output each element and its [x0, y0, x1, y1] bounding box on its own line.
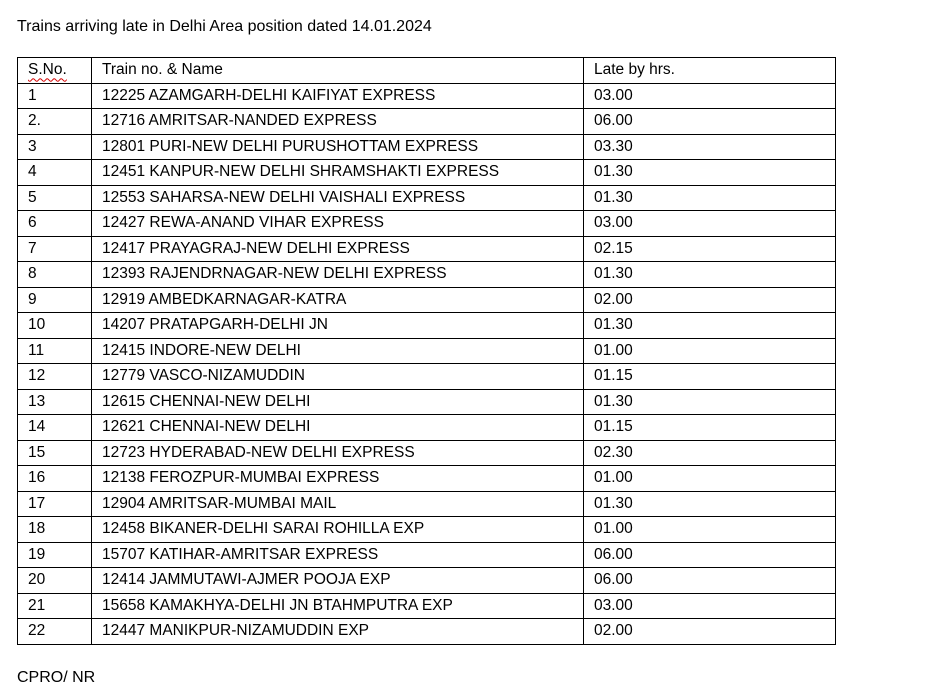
table-row: [18, 287, 836, 313]
cell-sno: 16: [18, 466, 92, 492]
cell-late: 01.30: [584, 389, 836, 415]
cell-sno: 14: [18, 415, 92, 441]
cell-sno: 22: [18, 619, 92, 645]
table-row: [18, 109, 836, 135]
cell-train: 12138 FEROZPUR-MUMBAI EXPRESS: [92, 466, 584, 492]
cell-sno: 2.: [18, 109, 92, 135]
cell-sno: 21: [18, 593, 92, 619]
table-header-row: [18, 58, 836, 84]
table-row: [18, 211, 836, 237]
cell-train: 15658 KAMAKHYA-DELHI JN BTAHMPUTRA EXP: [92, 593, 584, 619]
cell-train: 12417 PRAYAGRAJ-NEW DELHI EXPRESS: [92, 236, 584, 262]
cell-late: 03.30: [584, 134, 836, 160]
cell-sno: 8: [18, 262, 92, 288]
cell-sno: 11: [18, 338, 92, 364]
cell-sno: 18: [18, 517, 92, 543]
cell-late: 01.30: [584, 160, 836, 186]
cell-train: 12415 INDORE-NEW DELHI: [92, 338, 584, 364]
cell-sno: 5: [18, 185, 92, 211]
cell-late: 01.00: [584, 466, 836, 492]
cell-train: 12716 AMRITSAR-NANDED EXPRESS: [92, 109, 584, 135]
cell-train: 12458 BIKANER-DELHI SARAI ROHILLA EXP: [92, 517, 584, 543]
cell-train: 12451 KANPUR-NEW DELHI SHRAMSHAKTI EXPRESS: [92, 160, 584, 186]
cell-sno: 3: [18, 134, 92, 160]
cell-train: 12723 HYDERABAD-NEW DELHI EXPRESS: [92, 440, 584, 466]
cell-late: 01.00: [584, 517, 836, 543]
cell-train: 12393 RAJENDRNAGAR-NEW DELHI EXPRESS: [92, 262, 584, 288]
cell-train: 12615 CHENNAI-NEW DELHI: [92, 389, 584, 415]
cell-late: 06.00: [584, 109, 836, 135]
cell-train: 12427 REWA-ANAND VIHAR EXPRESS: [92, 211, 584, 237]
cell-sno: 19: [18, 542, 92, 568]
table-row: [18, 568, 836, 594]
cell-train: 12621 CHENNAI-NEW DELHI: [92, 415, 584, 441]
cell-sno: 7: [18, 236, 92, 262]
header-late: Late by hrs.: [584, 58, 836, 84]
cell-late: 01.30: [584, 262, 836, 288]
cell-late: 01.15: [584, 364, 836, 390]
cell-late: 02.30: [584, 440, 836, 466]
cell-train: 12447 MANIKPUR-NIZAMUDDIN EXP: [92, 619, 584, 645]
table-row: [18, 389, 836, 415]
cell-sno: 12: [18, 364, 92, 390]
table-row: [18, 619, 836, 645]
cell-train: 12553 SAHARSA-NEW DELHI VAISHALI EXPRESS: [92, 185, 584, 211]
cell-late: 01.30: [584, 491, 836, 517]
cell-train: 14207 PRATAPGARH-DELHI JN: [92, 313, 584, 339]
cell-late: 06.00: [584, 568, 836, 594]
table-row: [18, 542, 836, 568]
table-row: [18, 160, 836, 186]
table-row: [18, 364, 836, 390]
cell-late: 01.30: [584, 313, 836, 339]
table-row: [18, 83, 836, 109]
table-row: [18, 491, 836, 517]
cell-sno: 10: [18, 313, 92, 339]
table-body: [18, 83, 836, 644]
cell-train: 12904 AMRITSAR-MUMBAI MAIL: [92, 491, 584, 517]
cell-late: 01.00: [584, 338, 836, 364]
table-row: [18, 415, 836, 441]
table-row: [18, 440, 836, 466]
cell-late: 01.15: [584, 415, 836, 441]
table-row: [18, 466, 836, 492]
cell-sno: 9: [18, 287, 92, 313]
cell-sno: 6: [18, 211, 92, 237]
table-row: [18, 338, 836, 364]
footer-signature: CPRO/ NR: [17, 669, 96, 686]
table-row: [18, 236, 836, 262]
cell-late: 02.00: [584, 619, 836, 645]
cell-late: 06.00: [584, 542, 836, 568]
header-train: Train no. & Name: [92, 58, 584, 84]
cell-late: 01.30: [584, 185, 836, 211]
document-title: Trains arriving late in Delhi Area position dated 14.01.2024: [17, 18, 432, 35]
cell-late: 03.00: [584, 83, 836, 109]
header-sno-label: S.No.: [28, 61, 67, 79]
table-row: [18, 517, 836, 543]
cell-sno: 13: [18, 389, 92, 415]
cell-late: 03.00: [584, 211, 836, 237]
header-sno: [18, 58, 92, 84]
table-row: [18, 185, 836, 211]
cell-train: 12801 PURI-NEW DELHI PURUSHOTTAM EXPRESS: [92, 134, 584, 160]
cell-late: 02.00: [584, 287, 836, 313]
cell-train: 12225 AZAMGARH-DELHI KAIFIYAT EXPRESS: [92, 83, 584, 109]
cell-sno: 15: [18, 440, 92, 466]
cell-train: 12919 AMBEDKARNAGAR-KATRA: [92, 287, 584, 313]
cell-sno: 4: [18, 160, 92, 186]
table-row: [18, 134, 836, 160]
cell-train: 12414 JAMMUTAWI-AJMER POOJA EXP: [92, 568, 584, 594]
table-row: [18, 262, 836, 288]
cell-train: 12779 VASCO-NIZAMUDDIN: [92, 364, 584, 390]
cell-sno: 1: [18, 83, 92, 109]
table-row: [18, 313, 836, 339]
cell-sno: 17: [18, 491, 92, 517]
late-trains-table: [17, 57, 836, 645]
cell-late: 02.15: [584, 236, 836, 262]
cell-train: 15707 KATIHAR-AMRITSAR EXPRESS: [92, 542, 584, 568]
cell-late: 03.00: [584, 593, 836, 619]
cell-sno: 20: [18, 568, 92, 594]
table-row: [18, 593, 836, 619]
